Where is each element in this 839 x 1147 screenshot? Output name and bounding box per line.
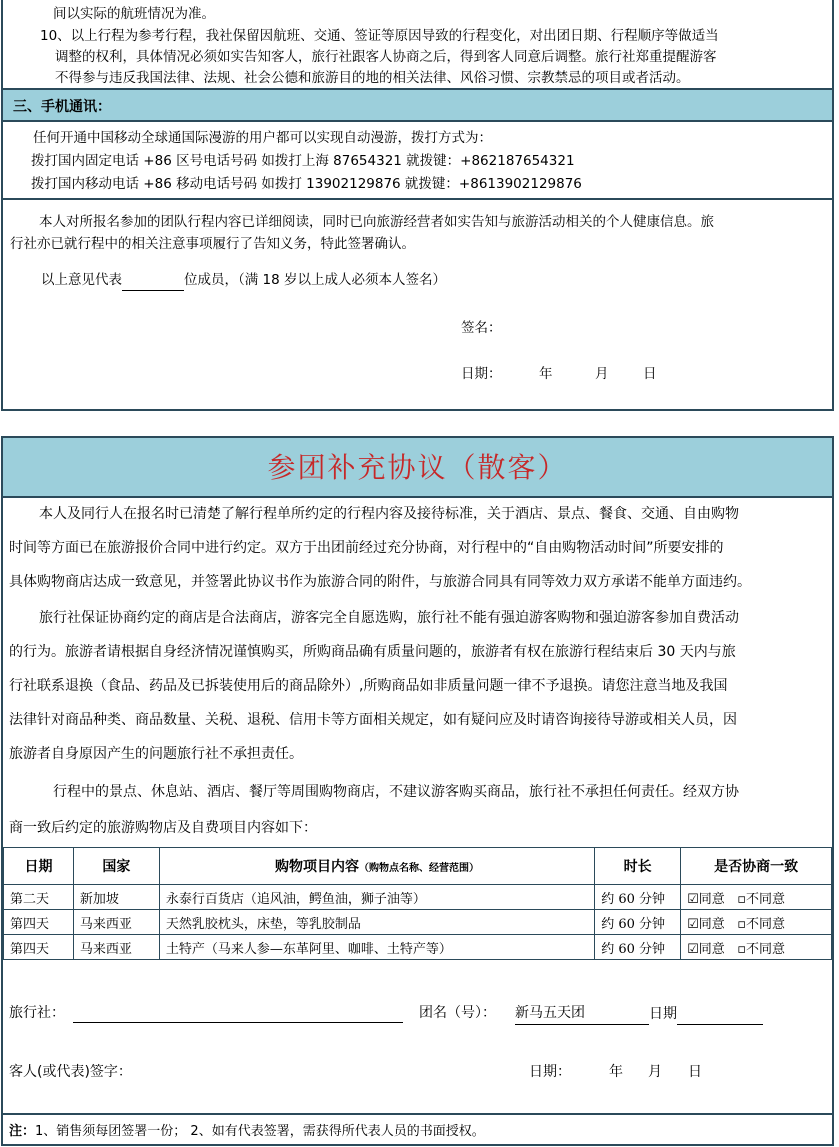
agree-checkbox[interactable]: ☑同意 <box>687 891 725 907</box>
row-country: 马来西亚 <box>73 910 159 935</box>
para1-line2: 时间等方面已在旅游报价合同中进行约定。双方于出团前经过充分协商，对行程中的“自由购物活动时间”所要安排的 <box>9 540 724 556</box>
col-agree: 是否协商一致 <box>681 848 832 885</box>
disagree-checkbox[interactable]: ▫不同意 <box>737 941 786 957</box>
row-duration: 约 60 分钟 <box>595 910 681 935</box>
sign-label: 签名： <box>461 320 502 336</box>
para1-line1: 本人及同行人在报名时已清楚了解行程单所约定的行程内容及接待标准，关于酒店、景点、餐食、交通、自由购物 <box>39 506 739 522</box>
group-field[interactable] <box>515 1003 763 1025</box>
row-duration: 约 60 分钟 <box>595 885 681 910</box>
row-country: 马来西亚 <box>73 935 159 960</box>
guest-year: 年 <box>609 1064 623 1080</box>
row-consent <box>681 935 832 960</box>
para3-line1: 行程中的景点、休息站、酒店、餐厅等周围购物商店，不建议游客购买商品，旅行社不承担任何责任。经双方协 <box>53 784 739 800</box>
represent-before: 以上意见代表 <box>41 272 122 288</box>
row-day: 第四天 <box>4 910 74 935</box>
declaration-line1: 本人对所报名参加的团队行程内容已详细阅读，同时已向旅游经营者如实告知与旅游活动相关的个人健康信息。旅 <box>39 214 714 230</box>
para2-line2: 的行为。旅游者请根据自身经济情况谨慎购买，所购商品确有质量问题的，旅游者有权在旅游行程结束后 30 天内与旅 <box>9 644 736 660</box>
item10-line3: 不得参与违反我国法律、法规、社会公德和旅游目的地的相关法律、风俗习惯、宗教禁忌的项目或者活动。 <box>55 70 690 86</box>
col-item: 购物项目内容（购物点名称、经营范围） <box>159 848 594 885</box>
itinerary-notes-panel <box>1 0 834 411</box>
table-header-row <box>4 848 832 885</box>
note-prefix: 注： <box>9 1124 36 1139</box>
declaration-line2: 行社亦已就行程中的相关注意事项履行了告知义务，特此签署确认。 <box>10 236 415 252</box>
disagree-checkbox[interactable]: ▫不同意 <box>737 916 786 932</box>
intro-line: 间以实际的航班情况为准。 <box>53 6 215 22</box>
section-divider <box>3 198 832 200</box>
sign-date-label: 日期： <box>461 366 502 382</box>
item10-line1: 10、以上行程为参考行程，我社保留因航班、交通、签证等原因导致的行程变化，对出团日期、行程顺序等做适当 <box>40 28 719 44</box>
para2-line4: 法律针对商品种类、商品数量、关税、退税、信用卡等方面相关规定，如有疑问应及时请咨询接待导游或相关人员，因 <box>9 712 737 728</box>
col-country: 国家 <box>73 848 159 885</box>
table-row <box>4 885 832 910</box>
agree-checkbox[interactable]: ☑同意 <box>687 916 725 932</box>
para2-line1: 旅行社保证协商约定的商店是合法商店，游客完全自愿选购，旅行社不能有强迫游客购物和强迫游客参加自费活动 <box>39 610 739 626</box>
row-day: 第二天 <box>4 885 74 910</box>
row-consent <box>681 910 832 935</box>
represent-line <box>41 270 446 291</box>
agency-field[interactable] <box>73 1022 403 1023</box>
section3-header <box>3 88 832 122</box>
group-date-field[interactable] <box>677 1024 763 1025</box>
table-row <box>4 935 832 960</box>
sign-day: 日 <box>643 366 657 382</box>
row-item: 土特产（马来人参—东革阿里、咖啡、土特产等） <box>159 935 594 960</box>
note-divider <box>3 1113 832 1115</box>
guest-month: 月 <box>648 1064 662 1080</box>
guest-date-label: 日期： <box>529 1064 571 1080</box>
represent-after: 位成员，（满 18 岁以上成人必须本人签名） <box>184 272 447 288</box>
col-duration: 时长 <box>595 848 681 885</box>
agreement-title: 参团补充协议（散客） <box>267 451 568 484</box>
col-day: 日期 <box>4 848 74 885</box>
disagree-checkbox[interactable]: ▫不同意 <box>737 891 786 907</box>
row-item: 天然乳胶枕头，床垫，等乳胶制品 <box>159 910 594 935</box>
group-value: 新马五天团 <box>515 1003 649 1025</box>
group-date-label: 日期 <box>649 1006 677 1022</box>
item10-line2: 调整的权利，具体情况必须如实告知客人，旅行社跟客人协商之后，得到客人同意后调整。旅行社郑重提醒游客 <box>55 49 717 65</box>
group-label: 团名（号）： <box>419 1005 496 1021</box>
roaming-line2: 拨打国内固定电话 +86 区号电话号码 如拨打上海 87654321 就拨键：+862187654321 <box>31 153 575 169</box>
guest-sign-label: 客人(或代表)签字： <box>9 1064 132 1080</box>
para2-line5: 旅游者自身原因产生的问题旅行社不承担责任。 <box>9 746 303 762</box>
table-row <box>4 910 832 935</box>
sign-month: 月 <box>595 366 609 382</box>
guest-day: 日 <box>688 1064 702 1080</box>
row-consent <box>681 885 832 910</box>
note-text: 1、销售须每团签署一份； 2、如有代表签署，需获得所代表人员的书面授权。 <box>35 1124 485 1139</box>
shopping-table <box>3 847 832 960</box>
roaming-line3: 拨打国内移动电话 +86 移动电话号码 如拨打 13902129876 就拨键：+8613902129876 <box>31 176 582 192</box>
sign-year: 年 <box>539 366 553 382</box>
footnote <box>9 1121 485 1142</box>
agency-label: 旅行社： <box>9 1005 65 1021</box>
row-day: 第四天 <box>4 935 74 960</box>
para2-line3: 行社联系退换（食品、药品及已拆装使用后的商品除外）,所购商品如非质量问题一律不予退换。请您注意当地及我国 <box>9 678 728 694</box>
row-duration: 约 60 分钟 <box>595 935 681 960</box>
col-item-note: （购物点名称、经营范围） <box>359 863 479 874</box>
agreement-title-band <box>3 438 832 498</box>
supplementary-agreement-panel <box>1 436 834 1146</box>
member-count-field[interactable] <box>122 290 184 291</box>
row-country: 新加坡 <box>73 885 159 910</box>
row-item: 永泰行百货店（追风油，鳄鱼油，狮子油等） <box>159 885 594 910</box>
roaming-line1: 任何开通中国移动全球通国际漫游的用户都可以实现自动漫游，拨打方式为： <box>33 130 492 146</box>
para1-line3: 具体购物商店达成一致意见，并签署此协议书作为旅游合同的附件，与旅游合同具有同等效力双方承诺不能单方面违约。 <box>9 574 751 590</box>
agree-checkbox[interactable]: ☑同意 <box>687 941 725 957</box>
section3-title: 三、手机通讯： <box>13 99 111 115</box>
para3-line2: 商一致后约定的旅游购物店及自费项目内容如下： <box>9 820 317 836</box>
